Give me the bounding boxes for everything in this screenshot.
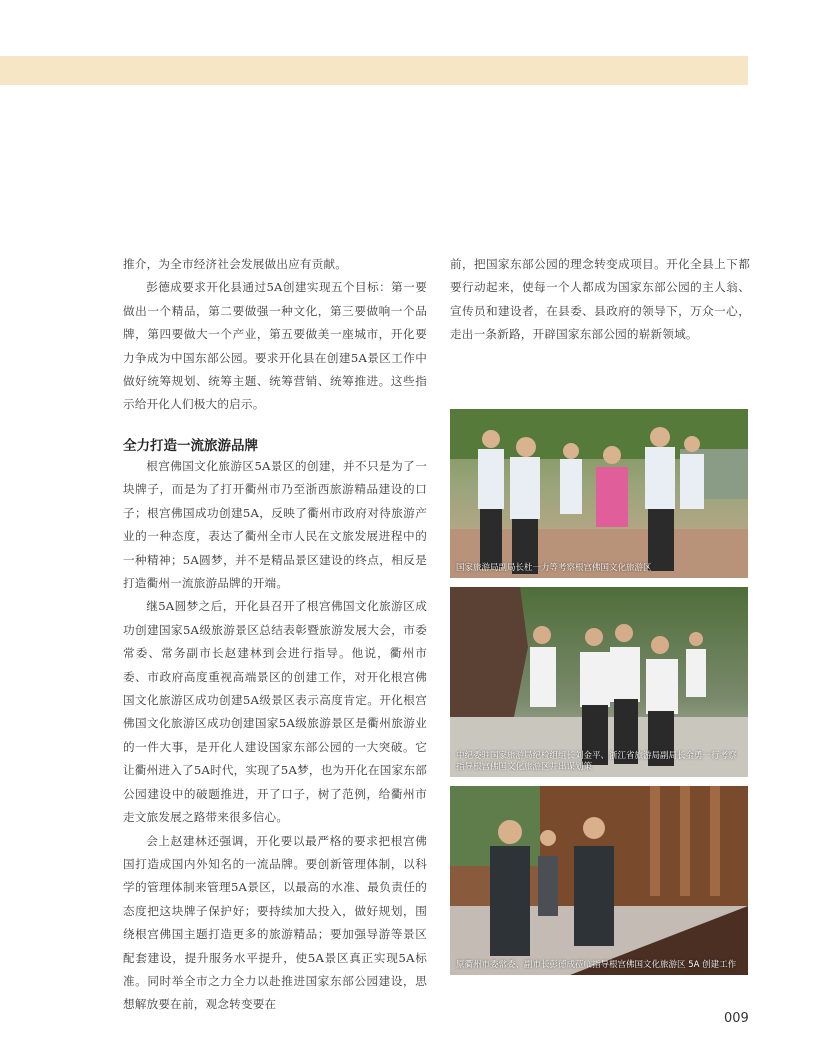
- left-column-top: [123, 253, 427, 417]
- page-number: 009: [724, 1011, 749, 1026]
- right-column-top: [450, 253, 750, 347]
- photo-image: [450, 786, 748, 975]
- paragraph: 前，把国家东部公园的理念转变成项目。开化全县上下都要行动起来，使每一个人都成为国家东部公园的主人翁、宣传员和建设者，在县委、县政府的领导下，万众一心，走出一条新路，开辟国家东部公园的崭新领域。: [450, 257, 750, 342]
- header-band: [0, 56, 748, 85]
- paragraph: 彭德成要求开化县通过5A创建实现五个目标：第一要做出一个精品，第二要做强一种文化，第三要做响一个品牌，第四要做大一个产业，第五要做美一座城市，开化要力争成为中国东部公园。要求开化县在创建5A景区工作中做好统筹规划、统筹主题、统筹营销、统筹推进。这些指示给开化人们极大的启示。: [123, 280, 427, 412]
- paragraph: 继5A圆梦之后，开化县召开了根宫佛国文化旅游区成功创建国家5A级旅游景区总结表彰暨旅游发展大会，市委常委、常务副市长赵建林到会进行指导。他说，衢州市委、市政府高度重视高端景区的创建工作，对开化根宫佛国文化旅游区成功创建5A级景区表示高度肯定。开化根宫佛国文化旅游区成功创建国家5A级旅游景区是衢州旅游业的一件大事，是开化人建设国家东部公园的一大突破。它让衢州进入了5A时代，实现了5A梦，也为开化在国家东部公园建设中的破题推进，开了口子，树了范例，给衢州市走文旅发展之路带来很多信心。: [123, 599, 427, 825]
- photo-image: [450, 409, 748, 578]
- photo-inspection-1: [450, 409, 748, 578]
- paragraph: 根宫佛国文化旅游区5A景区的创建，并不只是为了一块牌子，而是为了打开衢州市乃至浙西旅游精品建设的口子；根宫佛国成功创建5A，反映了衢州市政府对待旅游产业的一种态度，表达了衢州全市人民在文旅发展进程中的一种精神；5A圆梦，并不是精品景区建设的终点，相反是打造衢州一流旅游品牌的开端。: [123, 459, 427, 591]
- photo-image: [450, 587, 748, 777]
- paragraph: 会上赵建林还强调，开化要以最严格的要求把根宫佛国打造成国内外知名的一流品牌。要创新管理体制，以科学的管理体制来管理5A景区，以最高的水准、最负责任的态度把这块牌子保护好；要持续加大投入，做好规划，围绕根宫佛国主题打造更多的旅游精品；要加强导游等景区配套建设，提升服务水平提升，使5A景区真正实现5A标准。同时举全市之力全力以赴推进国家东部公园建设，思想解放要在前，观念转变要在: [123, 833, 427, 1012]
- photo-inspection-2: [450, 587, 748, 777]
- left-column-body: [123, 455, 427, 1017]
- photo-caption: 国家旅游局副局长杜一力等考察根宫佛国文化旅游区: [456, 563, 652, 573]
- photo-inspection-3: [450, 786, 748, 975]
- photo-caption: 中纪委驻国家旅游局纪检组组长刘金平、浙江省旅游局副局长金勇一行考察指导根宫佛国文化旅游区并出谋划策: [456, 751, 737, 772]
- section-heading: 全力打造一流旅游品牌: [123, 438, 258, 454]
- photo-caption: 原衢州市委常委、副市长彭德成莅临指导根宫佛国文化旅游区 5A 创建工作: [456, 960, 737, 970]
- paragraph: 推介，为全市经济社会发展做出应有贡献。: [123, 257, 348, 271]
